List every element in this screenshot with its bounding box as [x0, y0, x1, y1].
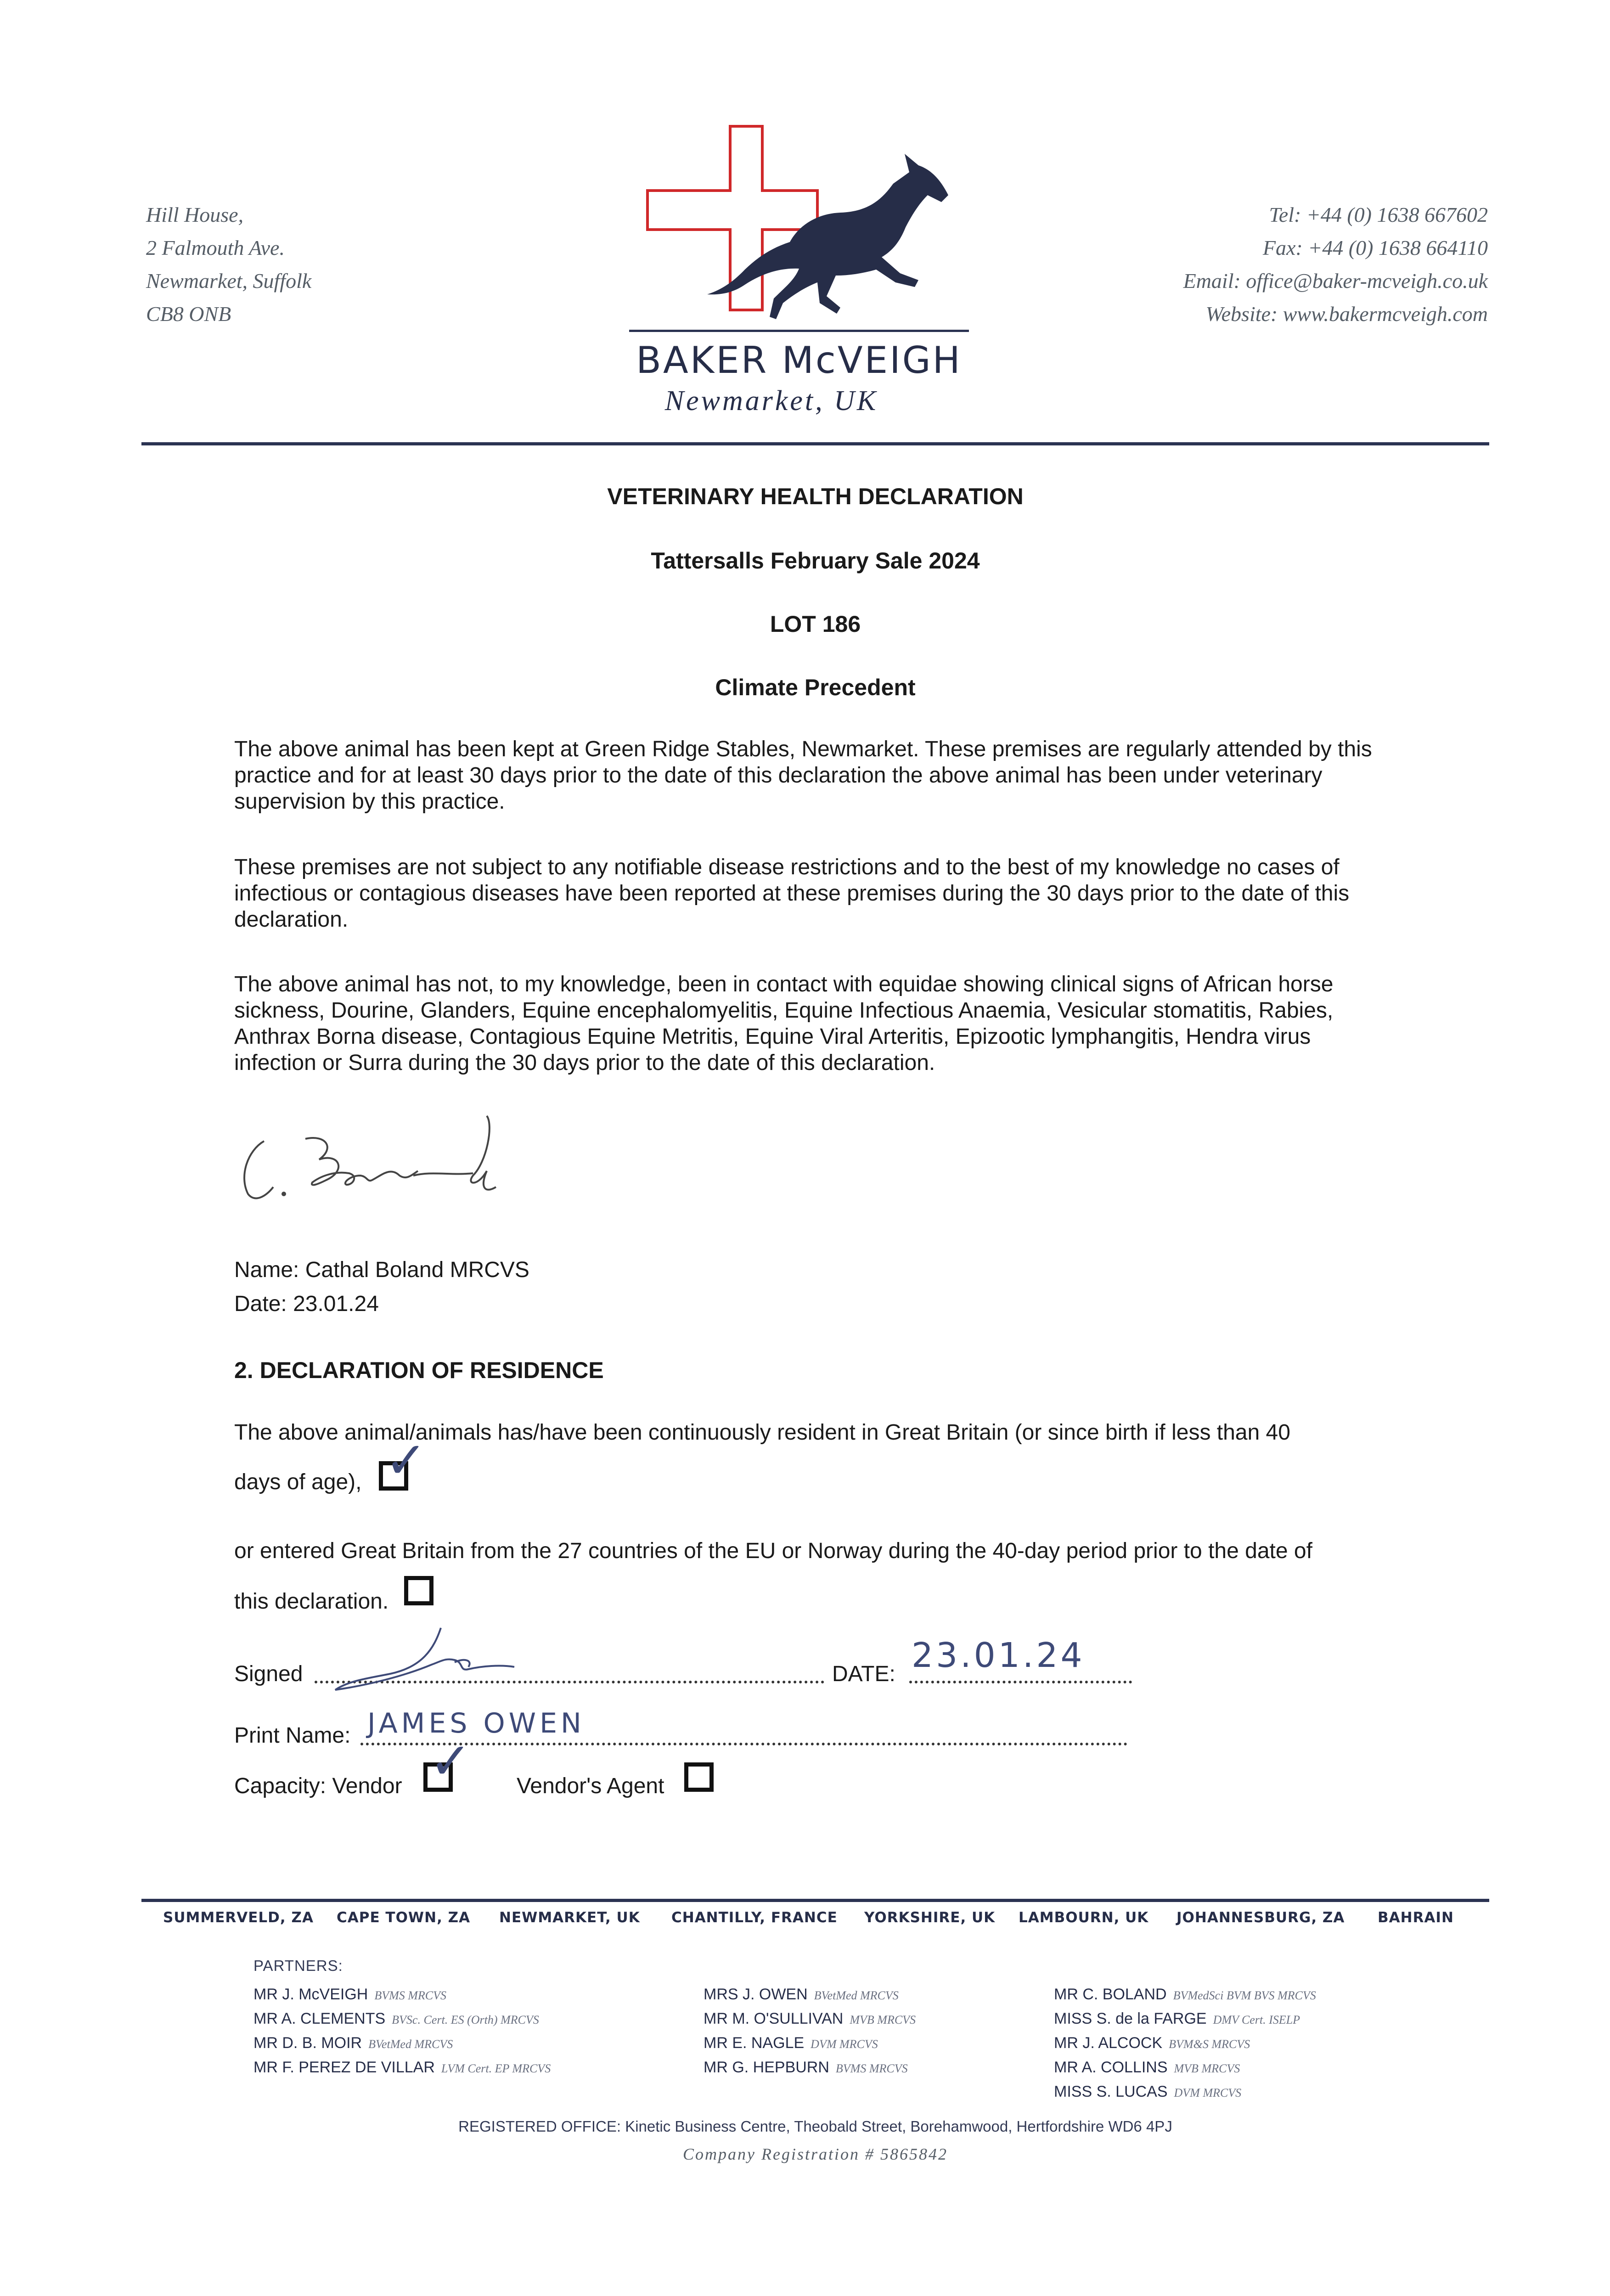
sale-name: Tattersalls February Sale 2024 [651, 548, 980, 574]
contact-line: Tel: +44 (0) 1638 667602 [1269, 203, 1488, 226]
signed-label: Signed [234, 1662, 303, 1686]
office-location: CHANTILLY, FRANCE [671, 1909, 838, 1926]
declaration-paragraph: The above animal has not, to my knowledge, been in contact with equidae showing clinical signs of African horse sickness, Dourine, Glanders, Equine encephalomyelitis, Equine Infectious Anaemia, Vesicular stomatitis, Rabies, Anthrax Borna disease, Contagious Equine Metritis, Equine Viral Arteritis, Epizootic lymphangitis, Hendra virus infection or Surra during the 30 days prior to the date of this declaration. [234, 972, 1334, 1075]
partner-entry: MR A. COLLINS MVB MRCVS [1054, 2059, 1240, 2076]
declaration-paragraph: The above animal has been kept at Green Ridge Stables, Newmarket. These premises are regularly attended by this practice and for at least 30 days prior to the date of this declaration the above animal has been under veterinary supervision by this practice. [234, 737, 1372, 814]
partners-column [704, 1983, 916, 2080]
vendors-agent-checkbox[interactable] [684, 1762, 714, 1792]
header-divider [141, 442, 1489, 445]
partner-entry: MR G. HEPBURN BVMS MRCVS [704, 2059, 908, 2076]
address-line: Hill House, [146, 203, 244, 226]
horse-name: Climate Precedent [715, 675, 916, 700]
document-title: VETERINARY HEALTH DECLARATION [607, 484, 1024, 509]
address-line: CB8 ONB [146, 302, 231, 326]
partner-entry: MISS S. de la FARGE DMV Cert. ISELP [1054, 2010, 1300, 2027]
office-location: CAPE TOWN, ZA [337, 1909, 471, 1926]
office-location: SUMMERVELD, ZA [163, 1909, 314, 1926]
partners-column [253, 1983, 551, 2080]
registered-office: REGISTERED OFFICE: Kinetic Business Centre, Theobald Street, Borehamwood, Hertfordshire WD6 4PJ [458, 2118, 1172, 2135]
company-location: Newmarket, UK [664, 385, 878, 416]
partner-entry: MR C. BOLAND BVMedSci BVM BVS MRCVS [1054, 1986, 1316, 2003]
office-location: LAMBOURN, UK [1019, 1909, 1149, 1926]
partner-entry: MR A. CLEMENTS BVSc. Cert. ES (Orth) MRCVS [253, 2010, 539, 2027]
address-line: 2 Falmouth Ave. [146, 236, 285, 259]
vendor-signature [317, 1621, 574, 1694]
company-name: BAKER McVEIGH [636, 339, 962, 382]
partner-entry: MR D. B. MOIR BVetMed MRCVS [253, 2034, 453, 2052]
partner-entry: MR J. ALCOCK BVM&S MRCVS [1054, 2034, 1250, 2052]
vet-date: Date: 23.01.24 [234, 1292, 379, 1316]
signed-date: 23.01.24 [912, 1636, 1085, 1675]
office-location: NEWMARKET, UK [499, 1909, 640, 1926]
entered-from-eu-checkbox[interactable] [404, 1576, 433, 1605]
print-name-value: JAMES OWEN [367, 1707, 585, 1739]
residence-option-text: The above animal/animals has/have been continuously resident in Great Britain (or since birth if less than 40 [234, 1420, 1290, 1445]
partners-column [1054, 1983, 1316, 2105]
contact-line: Email: office@baker-mcveigh.co.uk [1183, 269, 1488, 293]
residence-option-text: or entered Great Britain from the 27 countries of the EU or Norway during the 40-day period prior to the date of [234, 1539, 1312, 1563]
office-location: JOHANNESBURG, ZA [1177, 1909, 1345, 1926]
declaration-paragraph: These premises are not subject to any notifiable disease restrictions and to the best of my knowledge no cases of infectious or contagious diseases have been reported at these premises during the 30 days prior to the date of this declaration. [234, 855, 1350, 932]
office-location: BAHRAIN [1378, 1909, 1454, 1926]
print-name-label: Print Name: [234, 1723, 351, 1748]
check-mark-icon: ✓ [385, 1431, 428, 1490]
contact-line: Fax: +44 (0) 1638 664110 [1262, 236, 1488, 259]
check-mark-icon: ✓ [429, 1732, 472, 1790]
vet-name: Name: Cathal Boland MRCVS [234, 1258, 529, 1282]
lot-number: LOT 186 [770, 611, 861, 637]
logo-divider [629, 330, 969, 332]
date-line[interactable] [909, 1681, 1132, 1683]
partner-entry: MR J. McVEIGH BVMS MRCVS [253, 1986, 447, 2003]
residence-option-text: days of age), [234, 1470, 362, 1494]
red-cross-galloping-horse-logo-icon [625, 122, 983, 342]
company-registration: Company Registration # 5865842 [683, 2145, 948, 2163]
partner-entry: MR F. PEREZ DE VILLAR LVM Cert. EP MRCVS [253, 2059, 551, 2076]
footer-divider [141, 1899, 1489, 1902]
residence-option-text: this declaration. [234, 1589, 389, 1614]
partner-entry: MR E. NAGLE DVM MRCVS [704, 2034, 878, 2052]
company-contact [1024, 198, 1488, 331]
capacity-label: Capacity: Vendor [234, 1774, 402, 1798]
company-address [146, 198, 467, 331]
vendors-agent-label: Vendor's Agent [517, 1774, 664, 1798]
partners-label: PARTNERS: [253, 1957, 343, 1974]
residence-heading: 2. DECLARATION OF RESIDENCE [234, 1357, 604, 1383]
partner-entry: MR M. O'SULLIVAN MVB MRCVS [704, 2010, 916, 2027]
date-label: DATE: [832, 1662, 895, 1686]
print-name-line[interactable] [360, 1743, 1127, 1745]
office-location: YORKSHIRE, UK [864, 1909, 996, 1926]
partner-entry: MISS S. LUCAS DVM MRCVS [1054, 2083, 1242, 2100]
contact-line: Website: www.bakermcveigh.com [1205, 302, 1488, 326]
partner-entry: MRS J. OWEN BVetMed MRCVS [704, 1986, 899, 2003]
vet-signature [230, 1107, 560, 1221]
address-line: Newmarket, Suffolk [146, 269, 312, 293]
